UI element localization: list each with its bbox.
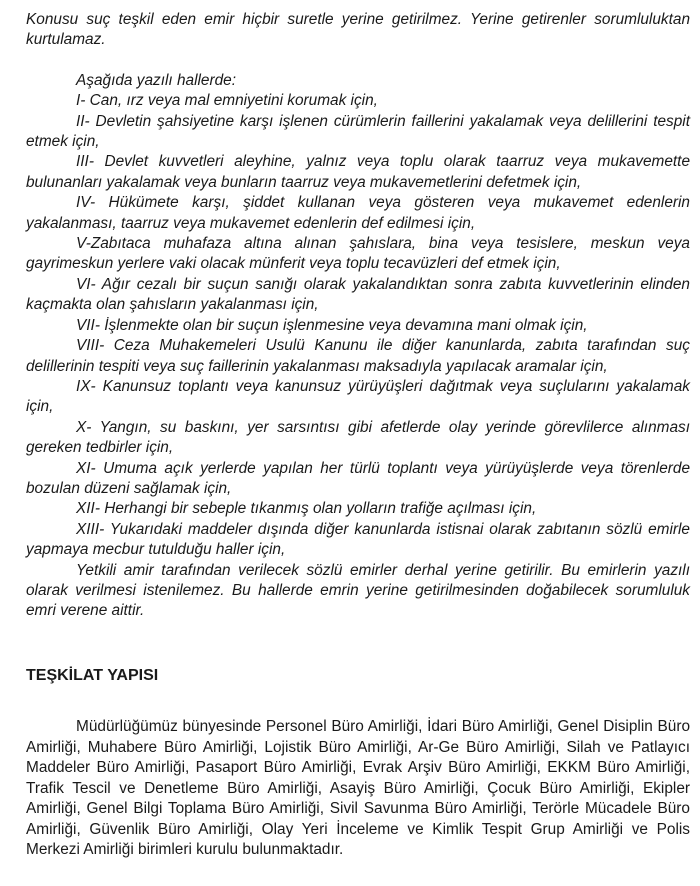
list-item: VII- İşlenmekte olan bir suçun işlenmesine veya devamına mani olmak için, — [76, 316, 588, 334]
list-item: IX- Kanunsuz toplantı veya kanunsuz yürüyüşleri dağıtmak veya suçlularını yakalamak için, — [26, 377, 690, 416]
spacer — [26, 51, 690, 71]
closing-paragraph: Yetkili amir tarafından verilecek sözlü emirler derhal yerine getirilir. Bu emirlerin yazılı olarak verilmesi istenilemez. Bu hallerde emrin yerine getirilmesinden doğabilecek sorumluluk emri verene aittir. — [26, 561, 690, 620]
list-item: XI- Umuma açık yerlerde yapılan her türlü toplantı veya yürüyüşlerde veya törenlerde bozulan düzeni sağlamak için, — [26, 459, 690, 497]
list-item: VI- Ağır cezalı bir suçun sanığı olarak yakalandıktan sonra zabıta kuvvetlerinin elinden kaçmakta olan şahısların yakalanması için, — [26, 275, 690, 314]
document-page — [26, 10, 690, 858]
list-item: XII- Herhangi bir sebeple tıkanmış olan yolların trafiğe açılması için, — [76, 500, 537, 518]
list-item: IV- Hükümete karşı, şiddet kullanan veya gösteren veya mukavemet edenlerin yakalanması, taarruz veya mukavemet edenlerin def edilmesi için, — [26, 194, 690, 232]
section-heading: TEŞKİLAT YAPISI — [26, 667, 159, 684]
list-item: XIII- Yukarıdaki maddeler dışında diğer kanunlarda istisnai olarak zabıtanın sözlü emirle yapmaya mecbur tutulduğu haller için, — [26, 520, 690, 559]
list-item: I- Can, ırz veya mal emniyetini korumak için, — [76, 92, 378, 110]
list-lead: Aşağıda yazılı hallerde: — [76, 71, 236, 89]
list-item: III- Devlet kuvvetleri aleyhine, yalnız veya toplu olarak taarruz veya mukavemette bulunanları yakalamak veya bunların taarruz veya mukavemetlerini defetmek için, — [26, 153, 690, 191]
list-item: V-Zabıtaca muhafaza altına alınan şahıslara, bina veya tesislere, meskun veya gayrimeskun yerlere vaki olacak münferit veya toplu tecavüzleri def etmek için, — [26, 235, 690, 273]
list-item: X- Yangın, su baskını, yer sarsıntısı gibi afetlerde olay yerinde görevlilerce alınması gereken tedbirler için, — [26, 418, 690, 457]
list-item: VIII- Ceza Muhakemeleri Usulü Kanunu ile diğer kanunlarda, zabıta tarafından suç delillerinin tespiti veya suç faillerinin yakalanması maksadıyla yapılacak aramalar için, — [26, 337, 690, 375]
italic-text-block — [26, 10, 690, 622]
intro-paragraph: Konusu suç teşkil eden emir hiçbir suretle yerine getirilmez. Yerine getirenler sorumluluktan kurtulamaz. — [26, 11, 690, 49]
section-body: Müdürlüğümüz bünyesinde Personel Büro Amirliği, İdari Büro Amirliği, Genel Disiplin Büro Amirliği, Muhabere Büro Amirliği, Lojistik Büro Amirliği, Ar-Ge Büro Amirliği, Silah ve Patlayıcı Maddeler Büro Amirliği, Pasaport Büro Amirliği, Evrak Arşiv Büro Amirliği, EKKM Büro Amirliği, Trafik Tescil ve Denetleme Büro Amirliği, Asayiş Büro Amirliği, Çocuk Büro Amirliği, Ekipler Amirliği, Genel Bilgi Toplama Büro Amirliği, Sivil Savunma Büro Amirliği, Terörle Mücadele Büro Amirliği, Güvenlik Büro Amirliği, Olay Yeri İnceleme ve Kimlik Tespit Grup Amirliği ve Polis Merkezi Amirliği birimleri kurulu bulunmaktadır. — [26, 718, 690, 858]
list-item: II- Devletin şahsiyetine karşı işlenen cürümlerin faillerini yakalamak veya delillerini tespit etmek için, — [26, 112, 690, 151]
